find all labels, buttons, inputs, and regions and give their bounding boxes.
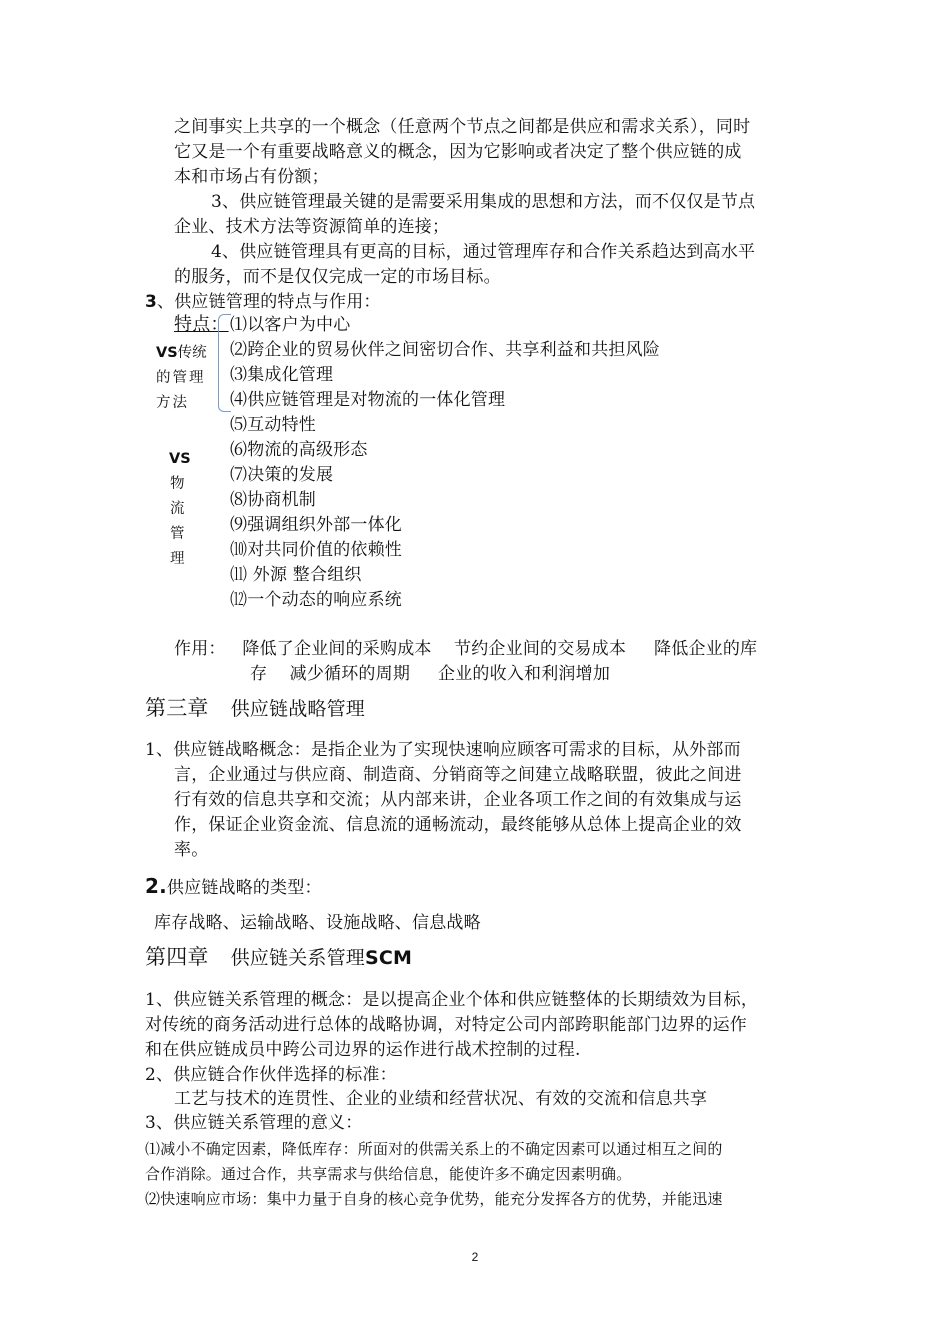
paragraph-line: 行有效的信息共享和交流；从内部来讲，企业各项工作之间的有效集成与运 (174, 790, 742, 810)
paragraph-line: 1、供应链关系管理的概念：是以提高企业个体和供应链整体的长期绩效为目标， (145, 990, 759, 1010)
section-number: 3 (145, 292, 158, 312)
page-number: 2 (471, 1250, 479, 1264)
section-number: 2. (145, 874, 167, 898)
feature-item: ⑶集成化管理 (230, 365, 334, 385)
chapter-title: 供应链关系管理 (230, 947, 366, 969)
side-note-vs-label: VS (156, 345, 178, 361)
chapter-heading (145, 943, 412, 972)
section-heading (145, 290, 381, 314)
feature-item: ⑻协商机制 (230, 490, 316, 510)
paragraph-line: 率。 (174, 840, 209, 860)
side-note-vs-traditional (156, 341, 207, 366)
feature-item: ⑸互动特性 (230, 415, 316, 435)
section-title: 供应链战略的类型： (166, 878, 322, 898)
chapter-number: 第四章 (145, 945, 209, 969)
paragraph-line: 之间事实上共享的一个概念（任意两个节点之间都是供应和需求关系），同时 (174, 117, 751, 137)
feature-item: ⑵跨企业的贸易伙伴之间密切合作、共享利益和共担风险 (230, 340, 660, 360)
features-label: 特点： (174, 314, 229, 335)
feature-item: ⑾ 外源 整合组织 (230, 565, 362, 585)
paragraph-line: 和在供应链成员中跨公司边界的运作进行战术控制的过程. (145, 1040, 581, 1060)
section-heading (145, 874, 322, 900)
paragraph-line: 作，保证企业资金流、信息流的通畅流动，最终能够从总体上提高企业的效 (174, 815, 742, 835)
effects-line: 作用： 降低了企业间的采购成本 节约企业间的交易成本 降低企业的库 (174, 639, 758, 659)
paragraph-line: 企业、技术方法等资源简单的连接； (174, 217, 450, 237)
paragraph-line: 言，企业通过与供应商、制造商、分销商等之间建立战略联盟，彼此之间进 (174, 765, 742, 785)
chapter-title: 供应链战略管理 (230, 698, 366, 720)
side-note-char: 流 (170, 501, 185, 517)
feature-item: ⑼强调组织外部一体化 (230, 515, 402, 535)
paragraph-line: 4、供应链管理具有更高的目标，通过管理库存和合作关系趋达到高水平 (211, 242, 756, 262)
side-note-char: 理 (170, 551, 185, 567)
chapter-number: 第三章 (145, 696, 209, 720)
paragraph-line: 它又是一个有重要战略意义的概念，因为它影响或者决定了整个供应链的成 (174, 142, 742, 162)
paragraph-line: 1、供应链战略概念：是指企业为了实现快速响应顾客可需求的目标，从外部而 (145, 740, 741, 760)
paragraph-line: 3、供应链管理最关键的是需要采用集成的思想和方法，而不仅仅是节点 (211, 192, 756, 212)
paragraph-line: 库存战略、运输战略、设施战略、信息战略 (154, 913, 481, 933)
feature-item: ⑷供应链管理是对物流的一体化管理 (230, 390, 506, 410)
section-heading: 3、供应链关系管理的意义： (145, 1113, 363, 1133)
feature-item: ⑹物流的高级形态 (230, 440, 368, 460)
paragraph-line: 的服务，而不是仅仅完成一定的市场目标。 (174, 267, 501, 287)
section-title: 、供应链管理的特点与作用： (157, 292, 381, 312)
side-note-text: 传统 (177, 345, 207, 361)
side-note-char: 物 (170, 476, 185, 492)
paragraph-line: 本和市场占有份额； (174, 167, 329, 187)
chapter-abbr: SCM (365, 947, 413, 969)
section-heading: 2、供应链合作伙伴选择的标准： (145, 1065, 397, 1085)
feature-item: ⑴以客户为中心 (230, 315, 351, 335)
side-note-vs-label: VS (169, 451, 191, 467)
feature-item: ⑿一个动态的响应系统 (230, 590, 402, 610)
feature-item: ⑽对共同价值的依赖性 (230, 540, 402, 560)
chapter-heading (145, 694, 365, 723)
paragraph-line: ⑵快速响应市场：集中力量于自身的核心竞争优势，能充分发挥各方的优势，并能迅速 (145, 1190, 723, 1208)
side-note-text: 方法 (156, 395, 189, 411)
paragraph-line: 工艺与技术的连贯性、企业的业绩和经营状况、有效的交流和信息共享 (174, 1089, 708, 1109)
side-note-char: 管 (170, 526, 185, 542)
paragraph-line: ⑴减小不确定因素，降低库存：所面对的供需关系上的不确定因素可以通过相互之间的 (145, 1140, 723, 1158)
effects-line: 存 减少循环的周期 企业的收入和利润增加 (250, 664, 611, 684)
side-note-text: 的管理 (156, 370, 206, 386)
paragraph-line: 对传统的商务活动进行总体的战略协调，对特定公司内部跨职能部门边界的运作 (145, 1015, 747, 1035)
feature-item: ⑺决策的发展 (230, 465, 334, 485)
paragraph-line: 合作消除。通过合作，共享需求与供给信息，能使许多不确定因素明确。 (145, 1165, 632, 1183)
